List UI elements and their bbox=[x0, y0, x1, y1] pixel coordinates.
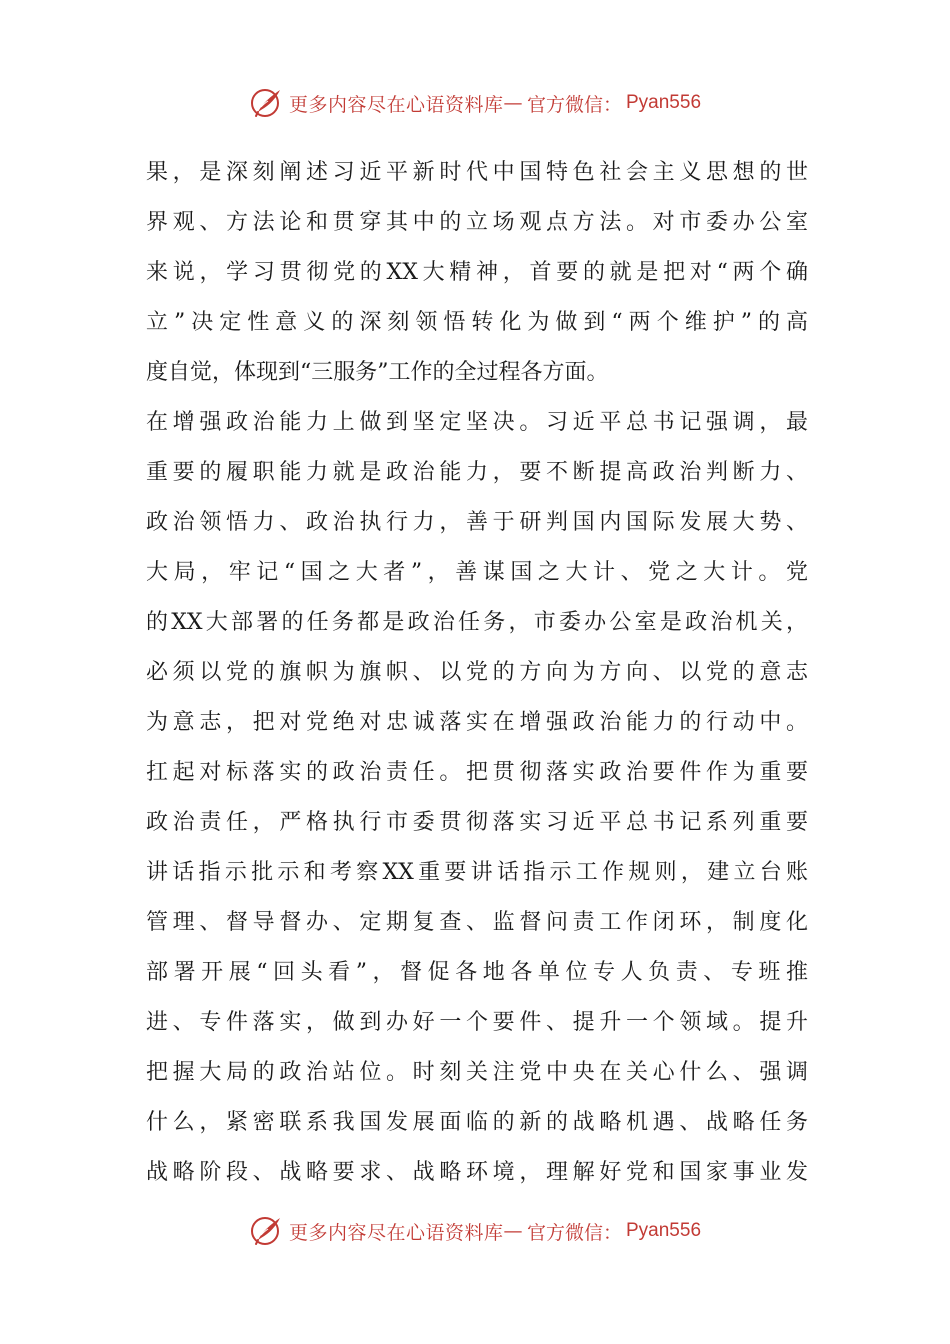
text-line: 为意志，把对党绝对忠诚落实在增强政治能力的行动中。 bbox=[146, 710, 808, 735]
text-line: 管理、督导督办、定期复查、监督问责工作闭环，制度化 bbox=[146, 910, 808, 935]
text-line: 在增强政治能力上做到坚定坚决。习近平总书记强调，最 bbox=[146, 410, 808, 435]
text-line: 进、专件落实，做到办好一个要件、提升一个领域。提升 bbox=[146, 1010, 808, 1035]
quill-logo-icon bbox=[249, 1213, 285, 1249]
banner-dash: — bbox=[503, 92, 523, 114]
text-line: 大局，牢记“国之大者”，善谋国之大计、党之大计。党 bbox=[146, 560, 808, 585]
footer-banner bbox=[0, 1211, 950, 1251]
text-line: 必须以党的旗帜为旗帜、以党的方向为方向、以党的意志 bbox=[146, 660, 808, 685]
text-line: 政治领悟力、政治执行力，善于研判国内国际发展大势、 bbox=[146, 510, 808, 535]
text-line: 界观、方法论和贯穿其中的立场观点方法。对市委办公室 bbox=[146, 210, 808, 235]
banner-wechat-id: Pyan556 bbox=[626, 1220, 702, 1241]
text-line: 度自觉，体现到“三服务”工作的全过程各方面。 bbox=[146, 360, 609, 385]
banner-wechat-label: 官方微信： bbox=[526, 93, 622, 116]
text-line: 果，是深刻阐述习近平新时代中国特色社会主义思想的世 bbox=[146, 160, 808, 185]
banner-text: 更多内容尽在心语资料库 bbox=[288, 1221, 504, 1244]
banner-text: 更多内容尽在心语资料库 bbox=[288, 93, 504, 116]
text-line: 讲话指示批示和考察XX重要讲话指示工作规则，建立台账 bbox=[146, 860, 808, 885]
text-line: 部署开展“回头看”，督促各地各单位专人负责、专班推 bbox=[146, 960, 808, 985]
text-line: 什么，紧密联系我国发展面临的新的战略机遇、战略任务 bbox=[146, 1110, 808, 1135]
text-line: 立”决定性意义的深刻领悟转化为做到“两个维护”的高 bbox=[146, 310, 808, 335]
text-line: 来说，学习贯彻党的XX大精神，首要的就是把对“两个确 bbox=[146, 260, 808, 285]
text-line: 战略阶段、战略要求、战略环境，理解好党和国家事业发 bbox=[146, 1160, 808, 1185]
text-line: 政治责任，严格执行市委贯彻落实习近平总书记系列重要 bbox=[146, 810, 808, 835]
text-line: 的XX大部署的任务都是政治任务，市委办公室是政治机关， bbox=[146, 610, 808, 635]
text-line: 把握大局的政治站位。时刻关注党中央在关心什么、强调 bbox=[146, 1060, 808, 1085]
banner-wechat-label: 官方微信： bbox=[526, 1221, 622, 1244]
text-line: 重要的履职能力就是政治能力，要不断提高政治判断力、 bbox=[146, 460, 808, 485]
banner-wechat-id: Pyan556 bbox=[626, 92, 702, 113]
quill-logo-icon bbox=[249, 85, 285, 121]
document-body bbox=[146, 148, 808, 1198]
text-line: 扛起对标落实的政治责任。把贯彻落实政治要件作为重要 bbox=[146, 760, 808, 785]
banner-dash: — bbox=[503, 1220, 523, 1242]
header-banner bbox=[0, 83, 950, 123]
